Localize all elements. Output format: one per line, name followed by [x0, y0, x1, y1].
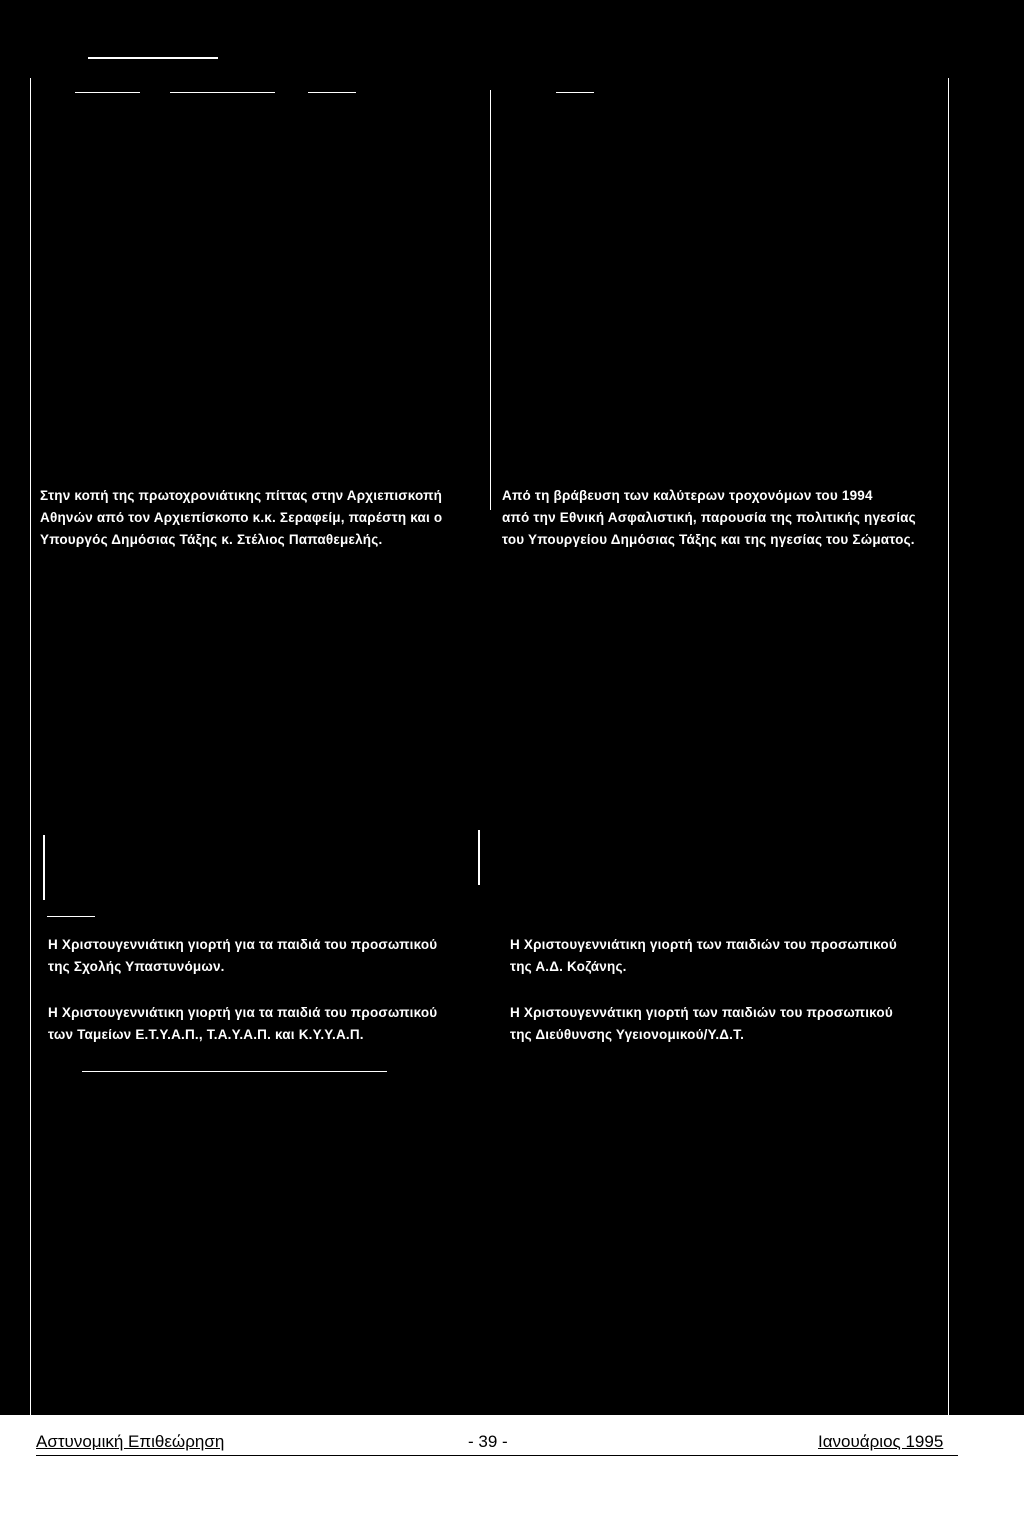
caption-top-right: [502, 485, 916, 551]
photo-edge-rule: [47, 916, 95, 917]
photo-edge-rule: [82, 1071, 387, 1072]
photo-edge-vrule: [490, 90, 491, 510]
photo-edge-vrule: [30, 78, 31, 1418]
caption-line: της Α.Δ. Κοζάνης.: [510, 959, 627, 974]
caption-line: του Υπουργείου Δημόσιας Τάξης και της ηγεσίας του Σώματος.: [502, 532, 915, 547]
caption-line: Υπουργός Δημόσιας Τάξης κ. Στέλιος Παπαθεμελής.: [40, 532, 383, 547]
caption-line: της Σχολής Υπαστυνόμων.: [48, 959, 225, 974]
caption-line: Από τη βράβευση των καλύτερων τροχονόμων του 1994: [502, 488, 873, 503]
photo-edge-rule: [556, 92, 594, 93]
photo-edge-vrule: [478, 830, 480, 885]
caption-line: Η Χριστουγεννάτικη γιορτή των παιδιών του προσωπικού: [510, 1005, 893, 1020]
caption-line: της Διεύθυνσης Υγειονομικού/Υ.Δ.Τ.: [510, 1027, 745, 1042]
caption-line: Η Χριστουγεννιάτικη γιορτή για τα παιδιά του προσωπικού: [48, 937, 438, 952]
caption-mid-left-1: [48, 934, 437, 978]
footer-page-number: - 39 -: [468, 1432, 508, 1451]
footer-rule: [36, 1455, 958, 1456]
caption-mid-right-2: [510, 1002, 893, 1046]
footer-date: Ιανουάριος 1995: [818, 1432, 944, 1451]
footer-publication: Αστυνομική Επιθεώρηση: [36, 1432, 225, 1451]
top-rule: [88, 57, 218, 59]
caption-line: από την Εθνική Ασφαλιστική, παρουσία της πολιτικής ηγεσίας: [502, 510, 916, 525]
photo-edge-rule: [75, 92, 140, 93]
caption-line: Η Χριστουγεννιάτικη γιορτή για τα παιδιά του προσωπικού: [48, 1005, 438, 1020]
caption-line: Στην κοπή της πρωτοχρονιάτικης πίττας στην Αρχιεπισκοπή: [40, 488, 443, 503]
photo-edge-vrule: [43, 835, 45, 900]
caption-mid-right-1: [510, 934, 897, 978]
photo-edge-rule: [308, 92, 356, 93]
caption-line: των Ταμείων Ε.Τ.Υ.Α.Π., Τ.Α.Υ.Α.Π. και Κ.Υ.Υ.Α.Π.: [48, 1027, 364, 1042]
photo-edge-vrule: [948, 78, 949, 1418]
caption-mid-left-2: [48, 1002, 437, 1046]
caption-line: Αθηνών από τον Αρχιεπίσκοπο κ.κ. Σεραφείμ, παρέστη και ο: [40, 510, 443, 525]
caption-line: Η Χριστουγεννιάτικη γιορτή των παιδιών του προσωπικού: [510, 937, 897, 952]
caption-top-left: [40, 485, 442, 551]
photo-edge-rule: [170, 92, 275, 93]
